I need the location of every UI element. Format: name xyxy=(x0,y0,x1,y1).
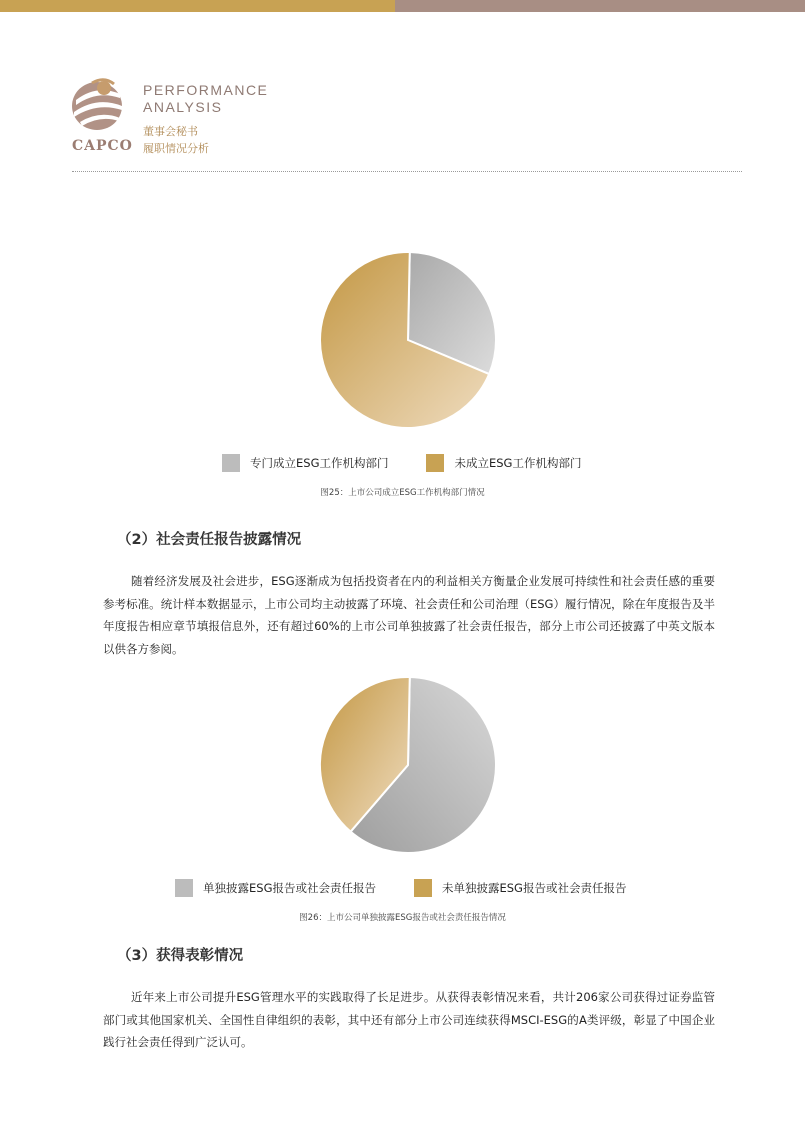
top-bar-taupe xyxy=(395,0,805,12)
brand-name: CAPCO xyxy=(72,138,133,154)
figure25-caption: 图25：上市公司成立ESG工作机构部门情况 xyxy=(320,488,485,498)
top-bar-gold xyxy=(0,0,395,12)
header-title-cn-line2: 履职情况分析 xyxy=(143,142,209,155)
pie-chart-esg-report xyxy=(318,675,498,855)
section3-paragraph: 近年来上市公司提升ESG管理水平的实践取得了长足进步。从获得表彰情况来看，共计206家公司获得过证券监管部门或其他国家机关、全国性自律组织的表彰，其中还有部分上市公司连续获得MSCI-ESG的A类评级，彰显了中国企业践行社会责任得到广泛认可。 xyxy=(103,990,715,1049)
legend-swatch-gray xyxy=(175,879,193,897)
header-divider xyxy=(72,171,742,172)
section2-title: （2）社会责任报告披露情况 xyxy=(117,532,302,548)
section2-paragraph: 随着经济发展及社会进步，ESG逐渐成为包括投资者在内的利益相关方衡量企业发展可持续性和社会责任感的重要参考标准。统计样本数据显示，上市公司均主动披露了环境、社会责任和公司治理（ESG）履行情况，除在年度报告及半年度报告相应章节填报信息外，还有超过60%的上市公司单独披露了社会责任报告，部分上市公司还披露了中英文版本以供各方参阅。 xyxy=(103,574,715,656)
legend-label: 未成立ESG工作机构部门 xyxy=(454,456,582,470)
header-title-en xyxy=(143,82,268,116)
legend-label: 未单独披露ESG报告或社会责任报告 xyxy=(441,881,627,895)
legend-item-established xyxy=(222,454,388,472)
legend-figure25 xyxy=(222,454,581,472)
legend-label: 单独披露ESG报告或社会责任报告 xyxy=(203,881,376,895)
section3-title: （3）获得表彰情况 xyxy=(117,948,244,964)
figure26-caption: 图26：上市公司单独披露ESG报告或社会责任报告情况 xyxy=(299,913,506,923)
legend-item-disclosed xyxy=(175,879,376,897)
legend-swatch-gold xyxy=(414,879,432,897)
legend-figure26 xyxy=(175,879,626,897)
legend-item-not-disclosed xyxy=(414,879,626,897)
legend-item-not-established xyxy=(426,454,581,472)
header-title-en-line2: ANALYSIS xyxy=(143,99,223,115)
legend-swatch-gray xyxy=(222,454,240,472)
capco-logo-icon xyxy=(70,78,128,132)
legend-label: 专门成立ESG工作机构部门 xyxy=(250,456,389,470)
header-title-cn xyxy=(143,123,209,157)
legend-swatch-gold xyxy=(426,454,444,472)
header-title-en-line1: PERFORMANCE xyxy=(143,82,269,98)
pie-chart-esg-department xyxy=(318,250,498,430)
header-title-cn-line1: 董事会秘书 xyxy=(143,125,198,138)
